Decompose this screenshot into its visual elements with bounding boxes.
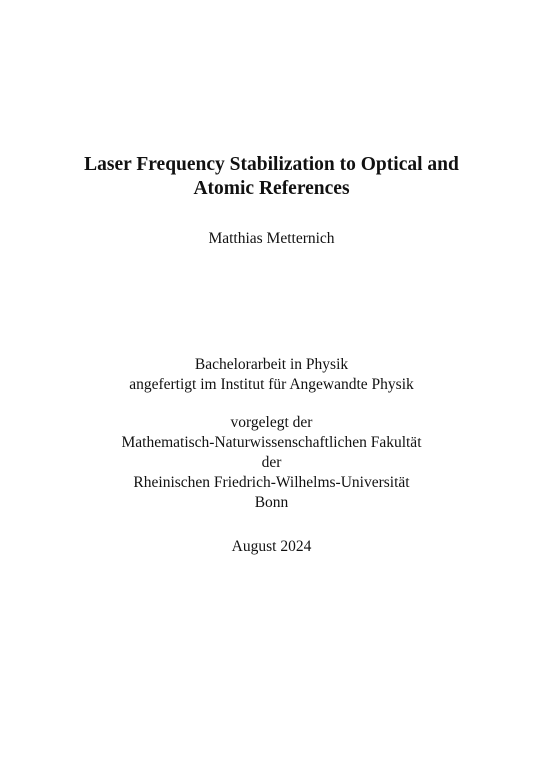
thesis-title bbox=[0, 153, 543, 201]
author-name: Matthias Metternich bbox=[208, 230, 335, 247]
title-line-1: Laser Frequency Stabilization to Optical and bbox=[84, 154, 459, 175]
thesis-institute: angefertigt im Institut für Angewandte Physik bbox=[129, 376, 414, 393]
thesis-type: Bachelorarbeit in Physik bbox=[194, 356, 349, 373]
submission-line-1: vorgelegt der bbox=[230, 414, 313, 431]
submission-line-3: der bbox=[261, 454, 282, 471]
title-line-2: Atomic References bbox=[193, 178, 350, 199]
submission-line-5: Bonn bbox=[254, 494, 289, 511]
submission-line-4: Rheinischen Friedrich-Wilhelms-Universität bbox=[133, 474, 410, 491]
thesis-info bbox=[0, 355, 543, 395]
submission-date: August 2024 bbox=[231, 538, 312, 555]
submission-line-2: Mathematisch-Naturwissenschaftlichen Fakultät bbox=[121, 434, 422, 451]
submission-info bbox=[0, 413, 543, 513]
